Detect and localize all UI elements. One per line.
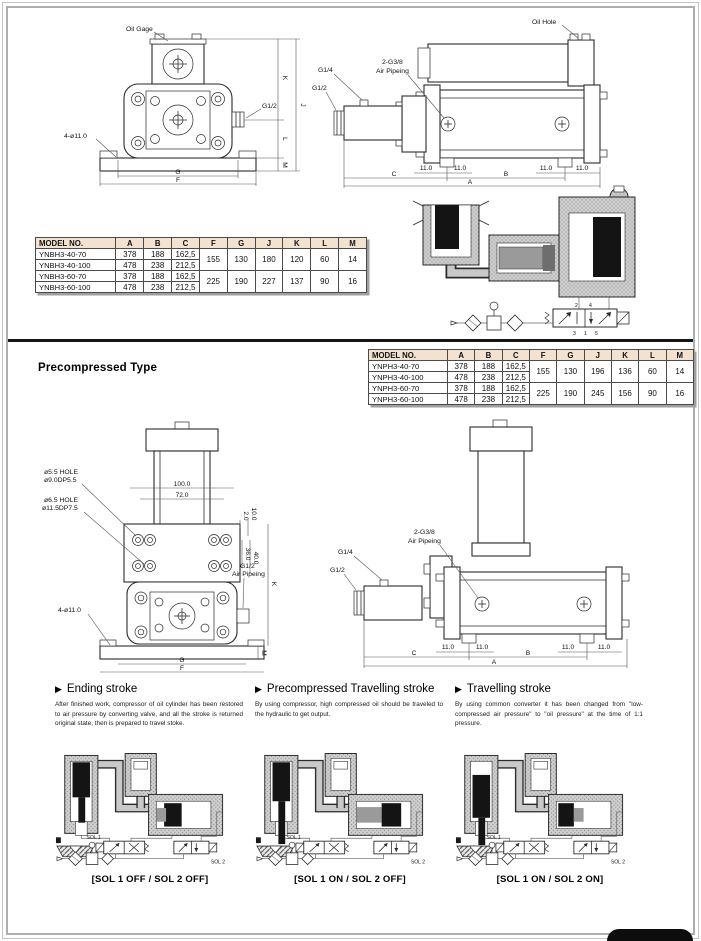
stroke-section-travelling bbox=[455, 683, 653, 885]
front-view-geometry bbox=[100, 34, 256, 171]
cell: 188 bbox=[475, 383, 502, 394]
cell: 156 bbox=[611, 383, 638, 405]
g14-label: G1/4 bbox=[338, 549, 353, 556]
dim-11-4: 11.0 bbox=[575, 165, 589, 172]
triangle-marker-icon: ▶ bbox=[255, 683, 262, 694]
col-header: J bbox=[584, 350, 611, 361]
cell: 478 bbox=[447, 372, 474, 383]
sol1-label: SOL 1 bbox=[286, 835, 301, 842]
air-piping-label-2: Air Pipeing bbox=[408, 538, 441, 545]
sol1-label: SOL 1 bbox=[486, 835, 501, 842]
dim-72: 72.0 bbox=[175, 492, 189, 499]
dim-f: F bbox=[175, 177, 181, 184]
triangle-marker-icon: ▶ bbox=[455, 683, 462, 694]
pre-g12-label-1: G1/2 bbox=[240, 563, 255, 570]
col-header: L bbox=[639, 350, 666, 361]
sol2-label: SOL 2 bbox=[610, 859, 626, 866]
g14-label: G1/4 bbox=[318, 67, 333, 74]
col-header: K bbox=[611, 350, 638, 361]
cell: 225 bbox=[529, 383, 556, 405]
sol2-label: SOL 2 bbox=[410, 859, 426, 866]
triangle-marker-icon: ▶ bbox=[55, 683, 62, 694]
col-header: G bbox=[557, 350, 584, 361]
air-piping-label-1: 2-G3/8 bbox=[382, 59, 403, 66]
col-header: J bbox=[255, 238, 283, 249]
dim-f: F bbox=[179, 665, 185, 672]
dim-j: J bbox=[299, 103, 306, 107]
dim-36: 36.0 bbox=[244, 547, 251, 561]
cell: 212,5 bbox=[172, 260, 200, 271]
sol1-label: SOL 1 bbox=[86, 835, 101, 842]
cell: 14 bbox=[339, 249, 367, 271]
dim-11-3: 11.0 bbox=[561, 644, 575, 651]
cell: 137 bbox=[283, 271, 311, 293]
hole1-label-2: ø9.0DP5.5 bbox=[44, 477, 77, 484]
dim-40: 40.0 bbox=[252, 551, 259, 565]
hole2-label-1: ø6.5 HOLE bbox=[44, 497, 78, 504]
cell: 120 bbox=[283, 249, 311, 271]
page-corner-mark bbox=[607, 929, 693, 941]
stroke-title: Precompressed Travelling stroke bbox=[266, 683, 435, 695]
cell: 212,5 bbox=[502, 372, 529, 383]
col-header: MODEL NO. bbox=[36, 238, 116, 249]
cell: 188 bbox=[475, 361, 502, 372]
col-header: A bbox=[447, 350, 474, 361]
cell: 14 bbox=[666, 361, 693, 383]
cell: 212,5 bbox=[172, 282, 200, 293]
cell: 162,5 bbox=[172, 271, 200, 282]
cell: 478 bbox=[116, 282, 144, 293]
cell: 238 bbox=[475, 372, 502, 383]
col-header: L bbox=[311, 238, 339, 249]
stroke-heading bbox=[455, 683, 653, 695]
dim-b: B bbox=[503, 171, 509, 178]
spec-table-precompressed bbox=[368, 349, 694, 405]
cell: 60 bbox=[311, 249, 339, 271]
stroke-schematic-2 bbox=[255, 750, 445, 870]
section-divider bbox=[8, 339, 693, 342]
col-header: C bbox=[502, 350, 529, 361]
cell: 136 bbox=[611, 361, 638, 383]
stroke-heading bbox=[255, 683, 453, 695]
dim-11-2: 11.0 bbox=[453, 165, 467, 172]
dim-a: A bbox=[467, 179, 473, 186]
stroke-schematic-1 bbox=[55, 750, 245, 870]
port-1: 1 bbox=[584, 331, 587, 337]
dim-g: G bbox=[175, 169, 181, 176]
col-header: K bbox=[283, 238, 311, 249]
sol2-label: SOL 2 bbox=[210, 859, 226, 866]
cell-model: YNPH3-60-100 bbox=[369, 394, 448, 405]
cell: 190 bbox=[557, 383, 584, 405]
cell: 378 bbox=[116, 271, 144, 282]
dim-m: M bbox=[260, 650, 267, 656]
col-header: A bbox=[116, 238, 144, 249]
col-header: M bbox=[339, 238, 367, 249]
stroke-section-ending bbox=[55, 683, 253, 885]
col-header: M bbox=[666, 350, 693, 361]
cell-model: YNPH3-60-70 bbox=[369, 383, 448, 394]
port-5: 5 bbox=[595, 331, 598, 337]
dim-11-3: 11.0 bbox=[539, 165, 553, 172]
port-4: 4 bbox=[589, 303, 592, 309]
cell-model: YNBH3-40-70 bbox=[36, 249, 116, 260]
pre-front-geometry bbox=[100, 422, 264, 659]
cell: 378 bbox=[447, 361, 474, 372]
pre-mount-holes-label: 4-ø11.0 bbox=[58, 607, 81, 614]
cell: 212,5 bbox=[502, 394, 529, 405]
dim-c: C bbox=[411, 650, 417, 657]
cell: 130 bbox=[557, 361, 584, 383]
table-row bbox=[369, 361, 694, 372]
cell: 378 bbox=[116, 249, 144, 260]
table-header-row bbox=[36, 238, 367, 249]
cell: 478 bbox=[116, 260, 144, 271]
dim-k: K bbox=[270, 581, 277, 587]
dim-a: A bbox=[491, 659, 497, 666]
g12-label: G1/2 bbox=[330, 567, 345, 574]
col-header: B bbox=[144, 238, 172, 249]
cell: 60 bbox=[639, 361, 666, 383]
air-piping-label-1: 2-G3/8 bbox=[414, 529, 435, 536]
cell: 90 bbox=[639, 383, 666, 405]
hole1-label-1: ø5.5 HOLE bbox=[44, 469, 78, 476]
dim-k: K bbox=[281, 75, 288, 81]
stroke-schematic-3 bbox=[455, 750, 645, 870]
cell: 227 bbox=[255, 271, 283, 293]
dim-m: M bbox=[281, 162, 288, 168]
stroke-description: After finished work, compressor of oil cylinder has been restored to air pressure by converting valve, and all the stroke is returned original state, then is prepared to travel stoke. bbox=[55, 701, 243, 728]
dim-11-2: 11.0 bbox=[475, 644, 489, 651]
cell-model: YNBH3-60-70 bbox=[36, 271, 116, 282]
table-header-row bbox=[369, 350, 694, 361]
cell: 16 bbox=[339, 271, 367, 293]
col-header: C bbox=[172, 238, 200, 249]
cell: 238 bbox=[144, 260, 172, 271]
sol-state-caption: [SOL 1 ON / SOL 2 OFF] bbox=[294, 874, 406, 885]
cell: 378 bbox=[447, 383, 474, 394]
stroke-section-precompressed bbox=[255, 683, 453, 885]
stroke-description: By using compressor, high compressed oil should be traveled to the hydraulic to get output. bbox=[255, 701, 443, 718]
cell: 238 bbox=[144, 282, 172, 293]
air-piping-label-2: Air Pipeing bbox=[376, 68, 409, 75]
pre-side-geometry bbox=[354, 420, 629, 643]
col-header: F bbox=[199, 238, 227, 249]
oil-gage-label: Oil Gage bbox=[126, 26, 153, 33]
g12-label: G1/2 bbox=[312, 85, 327, 92]
col-header: B bbox=[475, 350, 502, 361]
cell: 188 bbox=[144, 249, 172, 260]
cell: 238 bbox=[475, 394, 502, 405]
dim-g: G bbox=[179, 657, 185, 664]
col-header: F bbox=[529, 350, 556, 361]
col-header: G bbox=[227, 238, 255, 249]
cell-model: YNBH3-60-100 bbox=[36, 282, 116, 293]
precompressed-type-title: Precompressed Type bbox=[38, 362, 158, 374]
cell: 162,5 bbox=[172, 249, 200, 260]
mount-holes-label: 4-ø11.0 bbox=[64, 133, 87, 140]
stroke-title: Ending stroke bbox=[66, 683, 138, 695]
side-view-drawing bbox=[310, 12, 602, 190]
cell: 225 bbox=[199, 271, 227, 293]
port-3: 3 bbox=[573, 331, 576, 337]
cell: 162,5 bbox=[502, 383, 529, 394]
cell-model: YNPH3-40-70 bbox=[369, 361, 448, 372]
dim-c: C bbox=[391, 171, 397, 178]
table-row bbox=[36, 249, 367, 260]
g12-port-label: G1/2 bbox=[262, 103, 277, 110]
cell: 188 bbox=[144, 271, 172, 282]
stroke-description: By using common converter it has been changed from "low-compressed air pressure" to "oil pressure" at the time of 1:1 pressure. bbox=[455, 701, 643, 728]
cell: 478 bbox=[447, 394, 474, 405]
cell-model: YNPH3-40-100 bbox=[369, 372, 448, 383]
dim-b: B bbox=[525, 650, 531, 657]
cell: 245 bbox=[584, 383, 611, 405]
dim-10: 10.0 bbox=[250, 507, 257, 521]
cell: 190 bbox=[227, 271, 255, 293]
dim-l: L bbox=[281, 137, 288, 141]
cell: 155 bbox=[529, 361, 556, 383]
col-header: MODEL NO. bbox=[369, 350, 448, 361]
stroke-heading bbox=[55, 683, 253, 695]
oil-hole-label: Oil Hole bbox=[532, 19, 557, 26]
cell-model: YNBH3-40-100 bbox=[36, 260, 116, 271]
cell: 162,5 bbox=[502, 361, 529, 372]
port-2: 2 bbox=[575, 303, 578, 309]
cell: 155 bbox=[199, 249, 227, 271]
sol-state-caption: [SOL 1 ON / SOL 2 ON] bbox=[496, 874, 604, 885]
hole2-label-2: ø11.5DP7.5 bbox=[42, 505, 78, 512]
dim-11-4: 11.0 bbox=[597, 644, 611, 651]
precompressed-front-view-drawing bbox=[42, 416, 277, 678]
cell: 196 bbox=[584, 361, 611, 383]
side-view-geometry bbox=[334, 34, 607, 167]
sol-state-caption: [SOL 1 OFF / SOL 2 OFF] bbox=[91, 874, 209, 885]
table-row bbox=[369, 383, 694, 394]
dim-11-1: 11.0 bbox=[441, 644, 455, 651]
cell: 90 bbox=[311, 271, 339, 293]
cell: 130 bbox=[227, 249, 255, 271]
schematic-geometry bbox=[413, 186, 635, 331]
table-row bbox=[36, 271, 367, 282]
front-view-drawing bbox=[38, 12, 318, 192]
dim-11-1: 11.0 bbox=[419, 165, 433, 172]
precompressed-side-view-drawing bbox=[330, 414, 664, 676]
stroke-title: Travelling stroke bbox=[466, 683, 551, 695]
pre-g12-label-2: Air Pipeing bbox=[232, 571, 265, 578]
spec-table-standard bbox=[35, 237, 367, 293]
hydraulic-schematic bbox=[393, 183, 645, 339]
dim-100: 100.0 bbox=[173, 481, 191, 488]
cell: 16 bbox=[666, 383, 693, 405]
dim-2: 2.0 bbox=[242, 511, 249, 521]
cell: 180 bbox=[255, 249, 283, 271]
